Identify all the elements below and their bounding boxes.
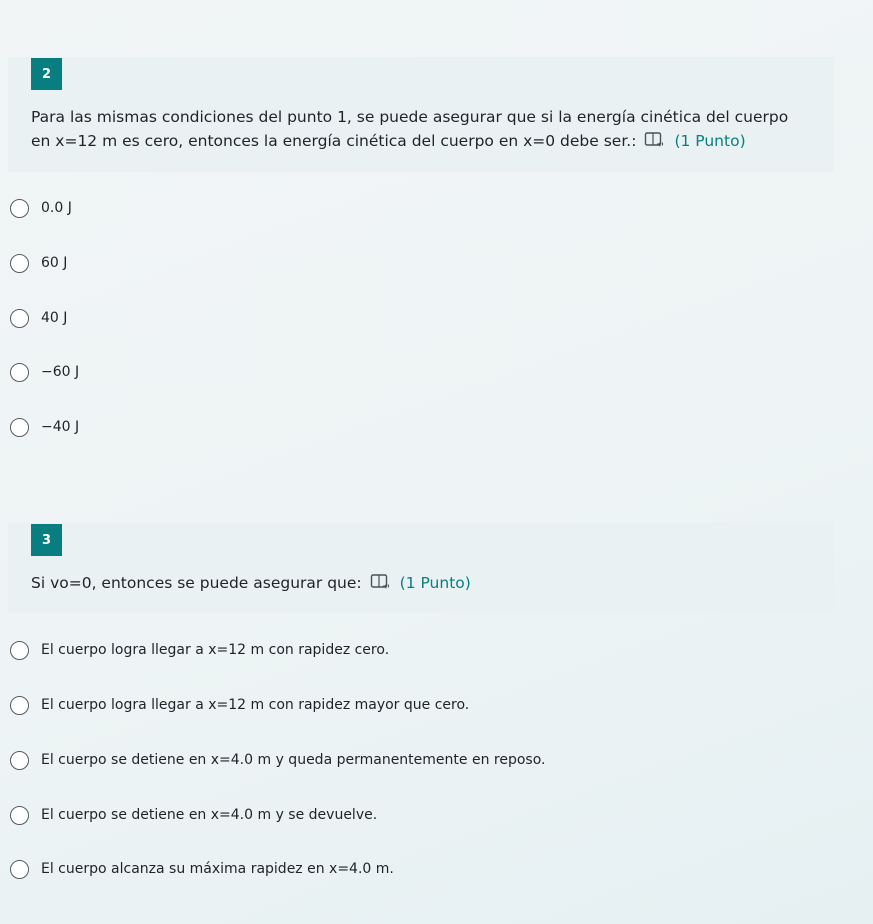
option-label: −40 J [41,419,80,435]
question-number-badge: 3 [31,524,62,556]
option-label: 40 J [41,310,68,326]
question-points: (1 Punto) [399,574,471,592]
answer-option-5[interactable] [10,857,394,881]
question-3-header [8,523,834,613]
radio-button[interactable] [10,254,29,273]
question-2-header [8,57,834,172]
answer-option-2[interactable] [10,251,67,275]
question-number-badge: 2 [31,58,62,90]
radio-button[interactable] [10,363,29,382]
answer-option-5[interactable] [10,415,79,439]
answer-option-4[interactable] [10,803,377,827]
option-label: 60 J [41,255,68,271]
radio-button[interactable] [10,641,29,660]
option-label: −60 J [41,364,80,380]
answer-option-3[interactable] [10,306,67,330]
answer-option-1[interactable] [10,638,389,662]
option-label: El cuerpo logra llegar a x=12 m con rapidez mayor que cero. [41,697,470,713]
answer-option-2[interactable] [10,693,469,717]
answer-option-3[interactable] [10,748,545,772]
question-prompt: Para las mismas condiciones del punto 1, se puede asegurar que si la energía cinética del cuerpo en x=12 m es cero, entonces la energía cinética del cuerpo en x=0 debe ser.: [31,108,789,150]
question-points: (1 Punto) [674,132,746,150]
answer-option-1[interactable] [10,196,72,220]
radio-button[interactable] [10,199,29,218]
radio-button[interactable] [10,806,29,825]
question-text [31,105,811,153]
option-label: El cuerpo se detiene en x=4.0 m y se devuelve. [41,807,378,823]
immersive-reader-icon[interactable] [644,131,664,149]
radio-button[interactable] [10,696,29,715]
immersive-reader-icon[interactable] [370,573,390,591]
question-prompt: Si vo=0, entonces se puede asegurar que: [31,574,362,592]
radio-button[interactable] [10,860,29,879]
option-label: El cuerpo se detiene en x=4.0 m y queda permanentemente en reposo. [41,752,546,768]
option-label: El cuerpo logra llegar a x=12 m con rapidez cero. [41,642,390,658]
option-label: El cuerpo alcanza su máxima rapidez en x=4.0 m. [41,861,394,877]
radio-button[interactable] [10,418,29,437]
radio-button[interactable] [10,751,29,770]
option-label: 0.0 J [41,200,72,216]
answer-option-4[interactable] [10,360,79,384]
question-text [31,571,811,595]
radio-button[interactable] [10,309,29,328]
